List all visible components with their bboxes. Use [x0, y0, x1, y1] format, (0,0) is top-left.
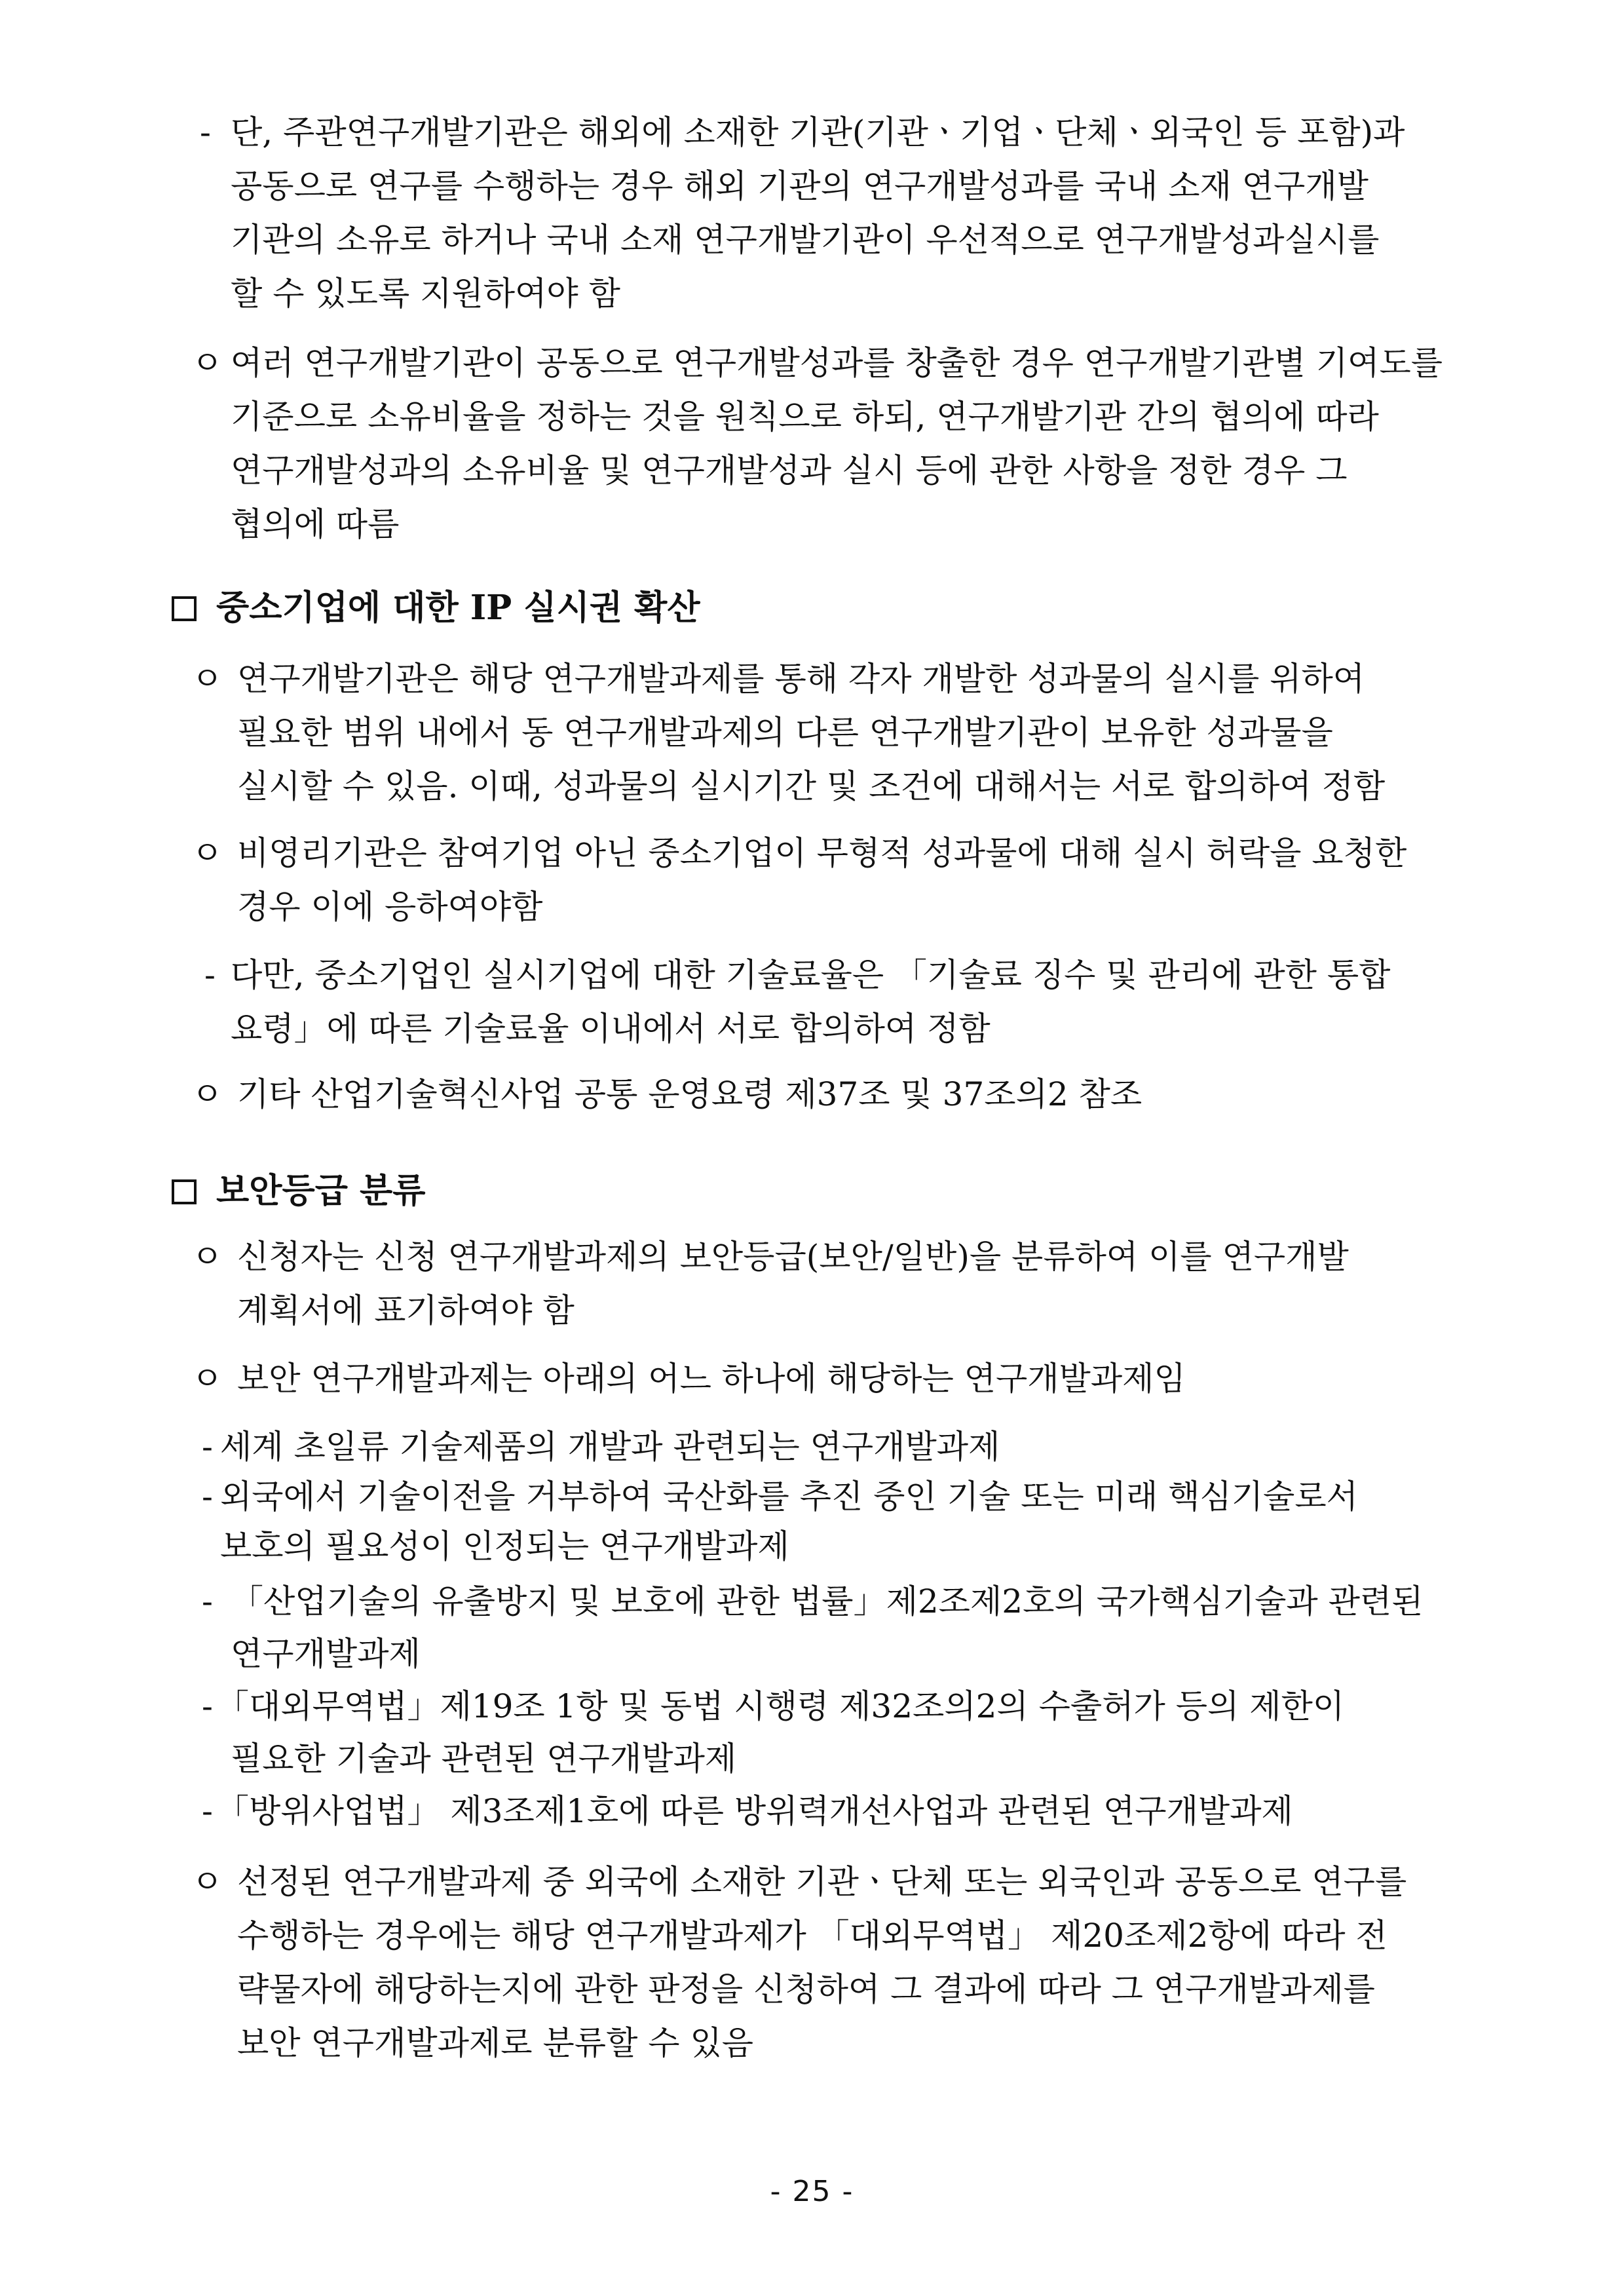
text-line: 기타 산업기술혁신사업 공통 운영요령 제37조 및 37조의2 참조 — [237, 1075, 1142, 1113]
text-line: 「방위사업법」 제3조제1호에 따른 방위력개선사업과 관련된 연구개발과제 — [216, 1792, 1293, 1830]
text-line: 외국에서 기술이전을 거부하여 국산화를 추진 중인 기술 또는 미래 핵심기술로서 — [220, 1478, 1358, 1516]
text-line: 기준으로 소유비율을 정하는 것을 원칙으로 하되, 연구개발기관 간의 협의에 따라 — [231, 398, 1379, 436]
dash-marker: - — [204, 956, 216, 994]
text-line: 략물자에 해당하는지에 관한 판정을 신청하여 그 결과에 따라 그 연구개발과제를 — [237, 1970, 1375, 2008]
text-line: 공동으로 연구를 수행하는 경우 해외 기관의 연구개발성과를 국내 소재 연구개발 — [231, 167, 1369, 205]
dash-marker: - — [200, 113, 211, 151]
text-line: 세계 초일류 기술제품의 개발과 관련되는 연구개발과제 — [220, 1428, 1000, 1466]
page-number: - 25 - — [770, 2175, 854, 2208]
text-line: 필요한 범위 내에서 동 연구개발과제의 다른 연구개발기관이 보유한 성과물을 — [237, 714, 1333, 752]
circle-bullet-marker: ㅇ — [191, 1075, 223, 1113]
circle-bullet-marker: ㅇ — [191, 834, 223, 872]
circle-bullet-marker: ㅇ — [191, 344, 223, 382]
dash-marker: - — [202, 1687, 213, 1725]
text-line: 보안 연구개발과제는 아래의 어느 하나에 해당하는 연구개발과제임 — [237, 1360, 1186, 1398]
text-line: 보안 연구개발과제로 분류할 수 있음 — [237, 2024, 754, 2062]
dash-marker: - — [202, 1478, 213, 1516]
text-line: 필요한 기술과 관련된 연구개발과제 — [231, 1740, 737, 1778]
text-line: 연구개발기관은 해당 연구개발과제를 통해 각자 개발한 성과물의 실시를 위하여 — [237, 660, 1365, 698]
circle-bullet-marker: ㅇ — [191, 660, 223, 698]
text-line: 계획서에 표기하여야 함 — [237, 1292, 575, 1330]
text-line: 실시할 수 있음. 이때, 성과물의 실시기간 및 조건에 대해서는 서로 합의하여 정함 — [237, 767, 1386, 805]
text-line: 경우 이에 응하여야함 — [237, 888, 543, 926]
circle-bullet-marker: ㅇ — [191, 1238, 223, 1276]
text-line: 여러 연구개발기관이 공동으로 연구개발성과를 창출한 경우 연구개발기관별 기여도를 — [231, 344, 1443, 382]
section-heading: 중소기업에 대한 IP 실시권 확산 — [216, 588, 700, 628]
section-box-marker — [172, 1179, 197, 1204]
dash-marker: - — [202, 1428, 213, 1466]
text-line: 협의에 따름 — [231, 505, 400, 543]
text-line: 단, 주관연구개발기관은 해외에 소재한 기관(기관ㆍ기업ㆍ단체ㆍ외국인 등 포함)과 — [231, 113, 1405, 151]
text-line: 연구개발성과의 소유비율 및 연구개발성과 실시 등에 관한 사항을 정한 경우 그 — [231, 451, 1348, 489]
section-heading: 보안등급 분류 — [216, 1171, 426, 1211]
text-line: 「대외무역법」제19조 1항 및 동법 시행령 제32조의2의 수출허가 등의 제한이 — [216, 1687, 1345, 1725]
text-line: 신청자는 신청 연구개발과제의 보안등급(보안/일반)을 분류하여 이를 연구개발 — [237, 1238, 1349, 1276]
text-line: 비영리기관은 참여기업 아닌 중소기업이 무형적 성과물에 대해 실시 허락을 요청한 — [237, 834, 1407, 872]
dash-marker: - — [202, 1792, 213, 1830]
text-line: 기관의 소유로 하거나 국내 소재 연구개발기관이 우선적으로 연구개발성과실시를 — [231, 221, 1380, 259]
text-line: 선정된 연구개발과제 중 외국에 소재한 기관ㆍ단체 또는 외국인과 공동으로 연구를 — [237, 1863, 1407, 1901]
text-line: 다만, 중소기업인 실시기업에 대한 기술료율은 「기술료 징수 및 관리에 관한 통합 — [231, 956, 1391, 994]
text-line: 할 수 있도록 지원하여야 함 — [231, 275, 620, 313]
text-line: 연구개발과제 — [231, 1635, 421, 1673]
text-line: 수행하는 경우에는 해당 연구개발과제가 「대외무역법」 제20조제2항에 따라 전 — [237, 1917, 1388, 1955]
circle-bullet-marker: ㅇ — [191, 1863, 223, 1901]
circle-bullet-marker: ㅇ — [191, 1360, 223, 1398]
section-box-marker — [172, 596, 197, 621]
text-line: 보호의 필요성이 인정되는 연구개발과제 — [220, 1527, 789, 1565]
text-line: 「산업기술의 유출방지 및 보호에 관한 법률」제2조제2호의 국가핵심기술과 관련된 — [231, 1582, 1424, 1620]
dash-marker: - — [202, 1582, 213, 1620]
text-line: 요령」에 따른 기술료율 이내에서 서로 합의하여 정함 — [231, 1010, 991, 1048]
